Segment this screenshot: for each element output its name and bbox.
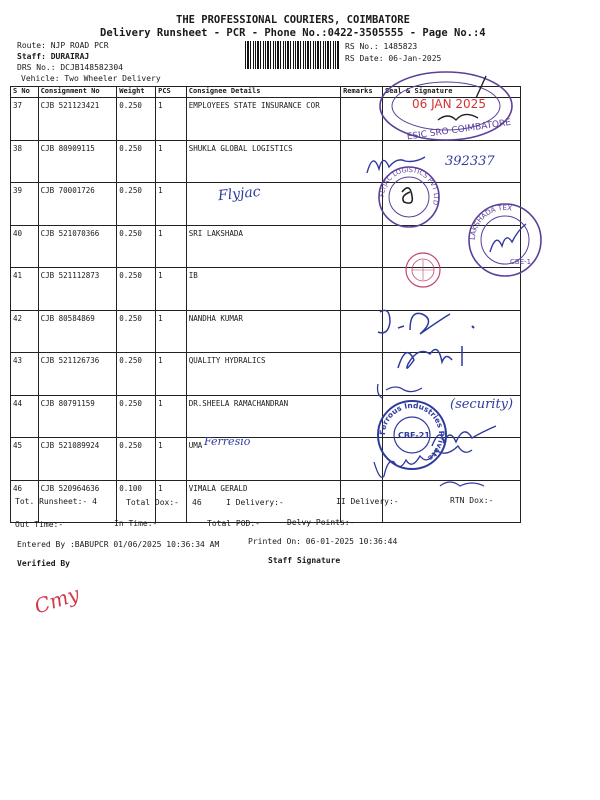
- cell-pcs: 1: [156, 268, 187, 311]
- cell-consignment: CJB 80909115: [38, 140, 117, 183]
- cell-sno: 42: [11, 310, 39, 353]
- lakshada-stamp: [460, 200, 550, 280]
- staff-label: Staff: DURAIRAJ: [17, 52, 90, 61]
- col-header-pcs: PCS: [156, 87, 187, 98]
- security-note: (security): [450, 397, 514, 412]
- cell-consignee: SHUKLA GLOBAL LOGISTICS: [186, 140, 340, 183]
- ii-delivery: II Delivery:-: [336, 497, 399, 506]
- col-header-sno: S No: [11, 87, 39, 98]
- cell-weight: 0.250: [117, 395, 156, 438]
- small-stamp-row41: [398, 250, 448, 290]
- total-pod: Total POD:-: [207, 519, 260, 528]
- cell-sno: 37: [11, 98, 39, 141]
- cell-consignee: SRI LAKSHADA: [186, 225, 340, 268]
- cell-sno: 38: [11, 140, 39, 183]
- verified-initials: Cmy: [31, 581, 83, 619]
- cell-pcs: 1: [156, 353, 187, 396]
- handwritten-ferresio: Ferresio: [204, 435, 251, 448]
- i-delivery: I Delivery:-: [226, 498, 284, 507]
- cell-consignment: CJB 521089924: [38, 438, 117, 481]
- cell-weight: 0.250: [117, 438, 156, 481]
- cell-consignment: CJB 521070366: [38, 225, 117, 268]
- runsheet-subtitle: Delivery Runsheet - PCR - Phone No.:0422-3505555 - Page No.:4: [100, 27, 486, 39]
- cell-sno: 43: [11, 353, 39, 396]
- staff-signature: Staff Signature: [268, 556, 341, 565]
- svg-text:FLYJAC LOGISTICS PVT LTD: [378, 166, 440, 206]
- cell-pcs: 1: [156, 98, 187, 141]
- cell-consignment: CJB 80791159: [38, 395, 117, 438]
- cell-pcs: 1: [156, 225, 187, 268]
- cell-consignment: CJB 521112873: [38, 268, 117, 311]
- cell-consignment: CJB 520964636: [38, 480, 117, 523]
- cell-pcs: 1: [156, 395, 187, 438]
- col-header-seal: Seal & Signature: [382, 87, 520, 98]
- cell-weight: 0.250: [117, 98, 156, 141]
- cell-pcs: 1: [156, 140, 187, 183]
- cell-consignee: DR.SHEELA RAMACHANDRAN: [186, 395, 340, 438]
- cell-sno: 40: [11, 225, 39, 268]
- cell-weight: 0.250: [117, 183, 156, 226]
- cell-consignee: VIMALA GERALD: [186, 480, 340, 523]
- ferrous-stamp-ring: Ferrous Industries Private: [377, 400, 447, 463]
- esic-stamp-date: 06 JAN 2025: [412, 97, 486, 111]
- cell-sno: 44: [11, 395, 39, 438]
- rs-date: RS Date: 06-Jan-2025: [345, 54, 442, 63]
- cell-consignment: CJB 70001726: [38, 183, 117, 226]
- cell-weight: 0.250: [117, 225, 156, 268]
- svg-text:LAKSHADA TEX: [469, 204, 513, 240]
- esic-stamp-ring: ESIC SRO COIMBATORE: [406, 117, 512, 143]
- total-dox-label: Total Dox:-: [126, 498, 179, 507]
- drs-number: DRS No.: DCJB148582304: [17, 63, 123, 72]
- cell-sno: 46: [11, 480, 39, 523]
- flyjac-stamp-ring: FLYJAC LOGISTICS PVT LTD: [377, 165, 441, 206]
- ferrous-stamp-center: CBE-21: [398, 431, 430, 440]
- lakshada-stamp-center: CBE-1: [510, 258, 532, 266]
- cell-weight: 0.250: [117, 268, 156, 311]
- col-header-consignment: Consignment No: [38, 87, 117, 98]
- vehicle-label: Vehicle: Two Wheeler Delivery: [21, 74, 161, 83]
- flyjac-stamp: [374, 162, 444, 232]
- signature-row38-number: 392337: [445, 154, 495, 169]
- table-row: [11, 183, 521, 226]
- cell-consignment: CJB 521126736: [38, 353, 117, 396]
- cell-consignee: UMA: [186, 438, 340, 481]
- col-header-consignee: Consignee Details: [186, 87, 340, 98]
- cell-pcs: 1: [156, 480, 187, 523]
- col-header-weight: Weight: [117, 87, 156, 98]
- cell-consignee: IB: [186, 268, 340, 311]
- cell-consignee: EMPLOYEES STATE INSURANCE COR: [186, 98, 340, 141]
- company-title: THE PROFESSIONAL COURIERS, COIMBATORE: [176, 14, 410, 26]
- signature-row46: [370, 452, 510, 492]
- cell-weight: 0.250: [117, 353, 156, 396]
- printed-on: Printed On: 06-01-2025 10:36:44: [248, 537, 398, 546]
- cell-weight: 0.100: [117, 480, 156, 523]
- cell-sno: 39: [11, 183, 39, 226]
- out-time: Out Time:-: [15, 520, 64, 529]
- delivery-points: Delvy Points:-: [287, 518, 355, 527]
- verified-by: Verified By: [17, 559, 70, 568]
- esic-stamp: [368, 68, 518, 148]
- cell-pcs: 1: [156, 183, 187, 226]
- rs-number: RS No.: 1485823: [345, 42, 418, 51]
- lakshada-stamp-ring: LAKSHADA TEX: [468, 203, 513, 241]
- total-runsheet: Tot. Runsheet:- 4: [15, 497, 97, 506]
- cell-consignment: CJB 80584869: [38, 310, 117, 353]
- handwritten-flyjac: Flyjac: [217, 183, 262, 205]
- signature-row42: [376, 302, 486, 342]
- in-time: In Time:-: [114, 519, 158, 528]
- cell-weight: 0.250: [117, 140, 156, 183]
- cell-consignee: QUALITY HYDRALICS: [186, 353, 340, 396]
- cell-pcs: 1: [156, 438, 187, 481]
- cell-pcs: 1: [156, 310, 187, 353]
- col-header-remarks: Remarks: [341, 87, 383, 98]
- cell-sno: 41: [11, 268, 39, 311]
- cell-consignment: CJB 521123421: [38, 98, 117, 141]
- route-label: Route: NJP ROAD PCR: [17, 41, 109, 50]
- rtn-dox: RTN Dox:-: [450, 496, 494, 505]
- barcode: [245, 41, 340, 69]
- entered-by: Entered By :BABUPCR 01/06/2025 10:36:34 AM: [17, 540, 220, 549]
- cell-consignee: [186, 183, 340, 226]
- signature-row43: [392, 338, 492, 378]
- cell-consignee: NANDHA KUMAR: [186, 310, 340, 353]
- cell-sno: 45: [11, 438, 39, 481]
- total-dox-value: 46: [192, 498, 202, 507]
- cell-weight: 0.250: [117, 310, 156, 353]
